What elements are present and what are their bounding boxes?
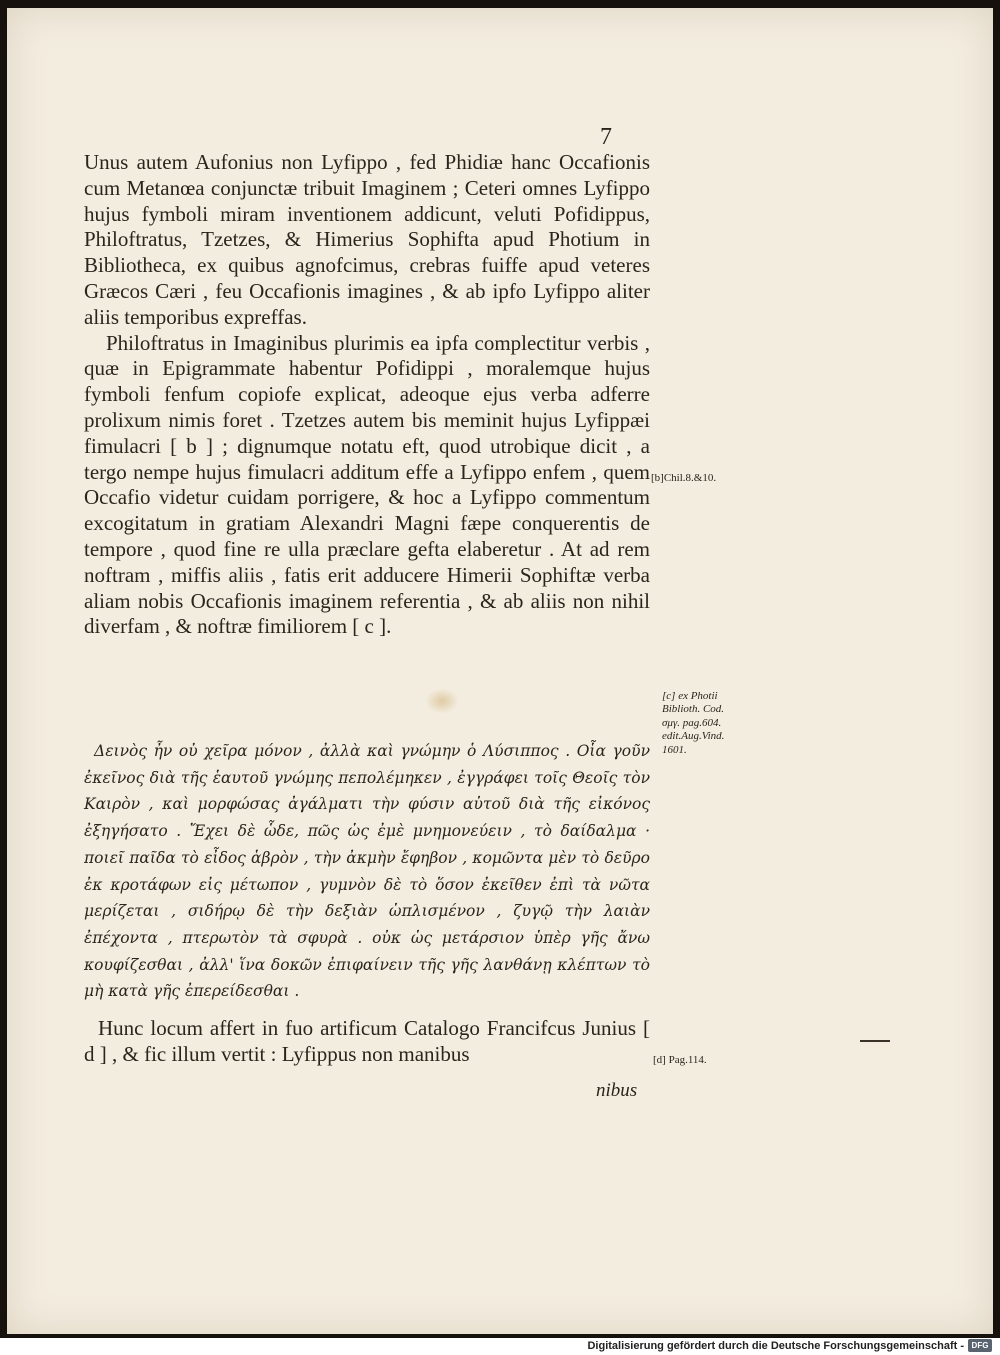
- catchword: nibus: [596, 1080, 638, 1101]
- greek-quotation: [84, 738, 650, 1005]
- paragraph-2: Philoftratus in Imaginibus plurimis ea ipfa complectitur verbis , quæ in Epigrammate habentur Pofidippi , moralemque hujus fymboli fenfum copiofe explicat, adeoque ejus verba adferre prolixum nimis foret . Tzetzes autem bis meminit hujus Lyfippæi fimulacri [ b ] ; dignumque notatu eft, quod utrobique dicit , a tergo nempe hujus fimulacri additum effe a Lyfippo enfem , quem Occafio videtur cuidam porrigere, & hoc a Lyfippo commentum excogitatum in gratiam Alexandri Magni fæpe conquerentis de tempore , quod fine re ulla præclare gefta elaberetur . At ad rem noftram , miffis aliis , fatis erit adducere Himerii Sophiftæ verba aliam nobis Occafionis imaginem referentia , & ab aliis non nihil diverfam , & noftræ fimiliorem [ c ].: [84, 330, 650, 639]
- page-number: 7: [600, 124, 612, 150]
- paragraph-3: Hunc locum affert in fuo artificum Catalogo Francifcus Junius [ d ] , & fic illum vertit : Lyfippus non manibus: [84, 1016, 650, 1066]
- greek-quote-text: Δεινὸς ἦν οὐ χεῖρα μόνον , ἀλλὰ καὶ γνώμην ὁ Λύσιππος . Οἷα γοῦν ἐκεῖνος διὰ τῆς ἑαυτοῦ γνώμης πεπολέμηκεν , ἐγγράφει τοῖς Θεοῖς τὸν Καιρὸν , καὶ μορφώσας ἀγάλματι τὴν φύσιν αὐτοῦ διὰ τῆς εἰκόνος ἐξηγήσατο . Ἔχει δὲ ὧδε, πῶς ὡς ἐμὲ μνημονεύειν , τὸ δαίδαλμα · ποιεῖ παῖδα τὸ εἶδος ἁβρὸν , τὴν ἀκμὴν ἔφηβον , κομῶντα μὲν τὸ δεῦρο ἐκ κροτάφων εἰς μέτωπον , γυμνὸν δὲ τὸ ὅσον ἐκεῖθεν ἐπὶ τὰ νῶτα μερίζεται , σιδήρῳ δὲ τὴν δεξιὰν ὡπλισμένον , ζυγῷ τὴν λαιὰν ἐπέχοντα , πτερωτὸν τὰ σφυρὰ . οὐκ ὡς μετάρσιον ὑπὲρ γῆς ἄνω κουφίζεσθαι , ἀλλ' ἵνα δοκῶν ἐπιφαίνειν τῆς γῆς λανθάνῃ κλέπτων τὸ μὴ κατὰ γῆς ἐπερείδεσθαι .: [84, 742, 650, 1001]
- margin-note-d: [d] Pag.114.: [653, 1054, 707, 1066]
- paper-stain: [425, 688, 459, 714]
- main-text-block: [84, 150, 650, 640]
- margin-note-c: [c] ex Photii Biblioth. Cod. σμγ. pag.604. edit.Aug.Vind. 1601.: [662, 690, 725, 756]
- bottom-text-block: [84, 1015, 650, 1067]
- dfg-logo-icon: DFG: [968, 1339, 992, 1352]
- footer-credit: Digitalisierung gefördert durch die Deutsche Forschungsgemeinschaft -: [587, 1340, 964, 1352]
- margin-note-b: [b]Chil.8.&10.: [651, 472, 717, 484]
- edge-mark: [860, 1040, 890, 1042]
- paragraph-1: Unus autem Aufonius non Lyfippo , fed Phidiæ hanc Occafionis cum Metanœa conjunctæ tribuit Imaginem ; Ceteri omnes Lyfippo hujus fymboli miram inventionem addicunt, veluti Pofidippus, Philoftratus, Tzetzes, & Himerius Sophifta apud Photium in Bibliotheca, ex quibus agnofcimus, crebras fuiffe apud veteres Græcos Cæri , feu Occafionis imagines , & ab ipfo Lyfippo aliter aliis temporibus expreffas.: [84, 150, 650, 329]
